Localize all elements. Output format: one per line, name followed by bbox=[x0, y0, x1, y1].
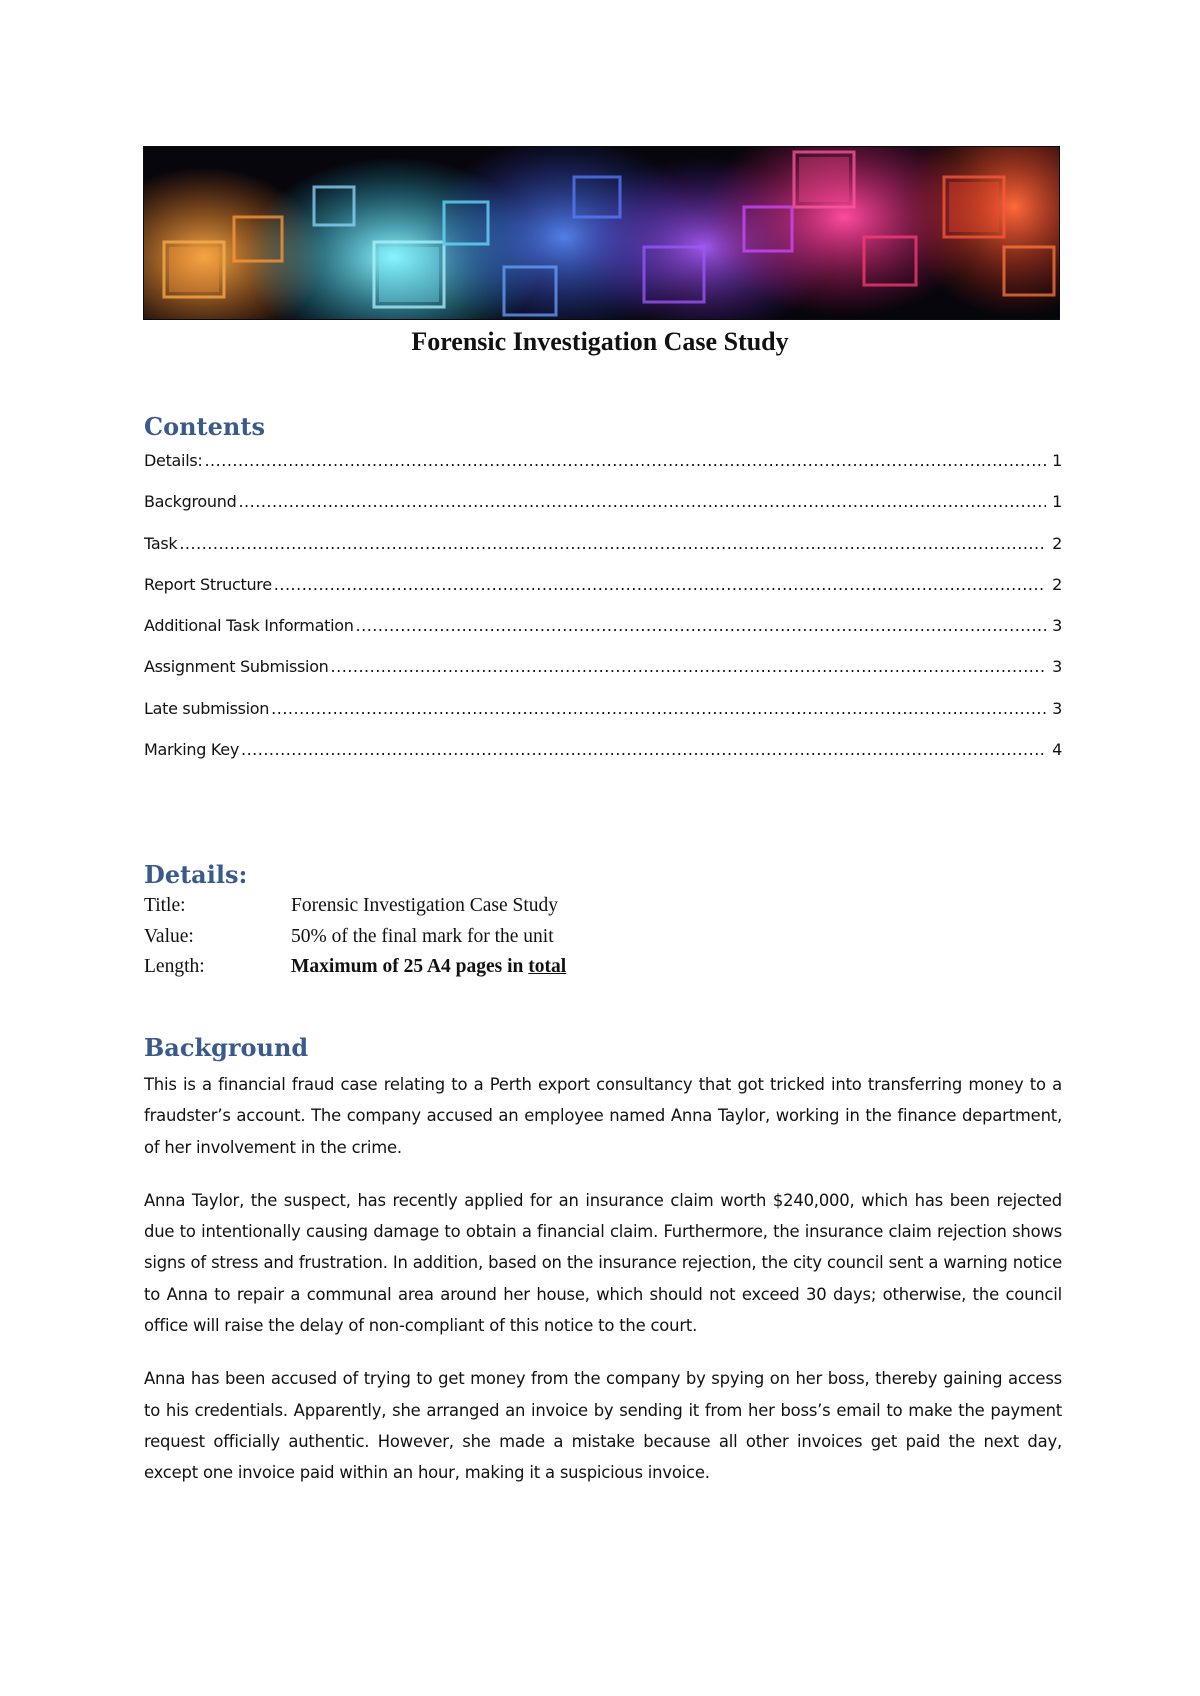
toc-page-number: 2 bbox=[1052, 533, 1062, 553]
toc-page-number: 3 bbox=[1052, 616, 1062, 636]
background-paragraph: This is a financial fraud case relating to a Perth export consultancy that got tricked into transferring money to a fraudster’s account. The company accused an employee named Anna Taylor, working in the finance department, of her involvement in the crime. bbox=[144, 1075, 1062, 1157]
toc-leader-dots bbox=[356, 616, 1046, 635]
toc-leader-dots bbox=[271, 699, 1046, 718]
background-paragraph: Anna has been accused of trying to get money from the company by spying on her boss, thereby gaining access to his credentials. Apparently, she arranged an invoice by sending it from her boss’s email to make the payment request officially authentic. However, she made a mistake because all other invoices get paid the next day, except one invoice paid within an hour, making it a suspicious invoice. bbox=[144, 1369, 1062, 1483]
toc-leader-dots bbox=[238, 492, 1046, 511]
toc-page-number: 2 bbox=[1052, 574, 1062, 594]
document-title: Forensic Investigation Case Study bbox=[411, 327, 789, 356]
glowing-cubes-icon bbox=[144, 147, 1059, 319]
background-heading: Background bbox=[144, 1033, 309, 1062]
banner-image bbox=[143, 146, 1060, 320]
background-body bbox=[144, 1069, 1062, 1511]
toc-entry-label: Report Structure bbox=[144, 574, 272, 594]
toc-entry-late-submission[interactable] bbox=[144, 699, 1062, 740]
details-label: Length: bbox=[144, 956, 205, 977]
toc-page-number: 4 bbox=[1052, 740, 1062, 760]
background-paragraph: Anna Taylor, the suspect, has recently applied for an insurance claim worth $240,000, which has been rejected due to intentionally causing damage to obtain a financial claim. Furthermore, the insurance claim rejection shows signs of stress and frustration. In addition, based on the insurance rejection, the city council sent a warning notice to Anna to repair a communal area around her house, which should not exceed 30 days; otherwise, the council office will raise the delay of non-compliant of this notice to the court. bbox=[144, 1190, 1062, 1336]
toc-entry-marking-key[interactable] bbox=[144, 740, 1062, 781]
details-value: Forensic Investigation Case Study bbox=[291, 895, 559, 916]
toc-entry-additional-task-information[interactable] bbox=[144, 616, 1062, 657]
table-of-contents bbox=[144, 451, 1062, 781]
toc-entry-assignment-submission[interactable] bbox=[144, 657, 1062, 698]
details-heading: Details: bbox=[144, 860, 248, 889]
toc-entry-label: Marking Key bbox=[144, 740, 239, 760]
toc-entry-background[interactable] bbox=[144, 492, 1062, 533]
details-label: Title: bbox=[144, 895, 186, 916]
toc-page-number: 1 bbox=[1052, 451, 1062, 470]
toc-leader-dots bbox=[241, 740, 1046, 759]
toc-entry-details[interactable] bbox=[144, 451, 1062, 492]
toc-entry-label: Additional Task Information bbox=[144, 616, 354, 636]
toc-page-number: 3 bbox=[1052, 698, 1062, 718]
details-value: 50% of the final mark for the unit bbox=[291, 925, 554, 947]
length-value-underlined: total bbox=[528, 956, 567, 977]
toc-entry-task[interactable] bbox=[144, 534, 1062, 575]
toc-leader-dots bbox=[331, 657, 1046, 676]
toc-entry-report-structure[interactable] bbox=[144, 575, 1062, 616]
toc-page-number: 1 bbox=[1052, 492, 1062, 512]
toc-entry-label: Task bbox=[144, 533, 178, 553]
details-label: Value: bbox=[144, 925, 194, 947]
contents-heading: Contents bbox=[144, 412, 265, 441]
length-value-text: Maximum of 25 A4 pages in bbox=[291, 956, 529, 977]
toc-entry-label: Details: bbox=[144, 451, 203, 470]
toc-leader-dots bbox=[274, 575, 1046, 594]
toc-entry-label: Assignment Submission bbox=[144, 657, 329, 677]
details-row-value bbox=[144, 926, 566, 957]
details-row-title bbox=[144, 895, 566, 926]
toc-entry-label: Background bbox=[144, 492, 237, 512]
details-table bbox=[144, 895, 566, 987]
toc-page-number: 3 bbox=[1052, 657, 1062, 677]
toc-leader-dots bbox=[179, 534, 1046, 553]
toc-leader-dots bbox=[204, 451, 1046, 470]
details-value bbox=[291, 956, 566, 987]
toc-entry-label: Late submission bbox=[144, 698, 270, 718]
details-row-length bbox=[144, 956, 566, 987]
